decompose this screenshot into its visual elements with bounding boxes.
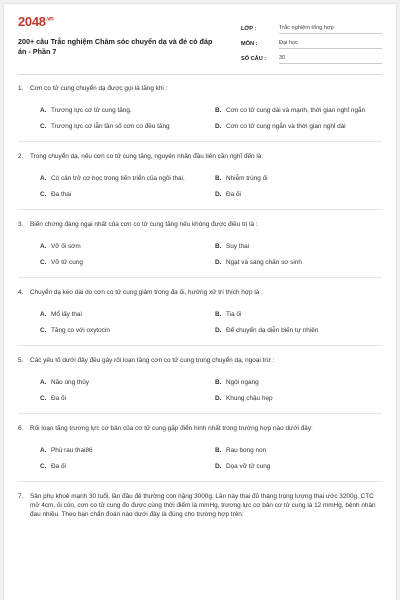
- answer-option[interactable]: [215, 458, 382, 474]
- answer-option[interactable]: [215, 390, 382, 406]
- answer-option[interactable]: [215, 306, 382, 322]
- option-letter: D.: [215, 326, 222, 334]
- option-letter: A.: [40, 242, 47, 250]
- question-text: Chuyển dạ kéo dài do cơn co tử cung giảm trong đa ối, hướng xử trí thích hợp là :: [30, 289, 263, 296]
- option-letter: C.: [40, 394, 47, 402]
- question-number: 7.: [18, 493, 24, 500]
- meta-value-question-count: 30: [279, 55, 382, 64]
- question-divider: [18, 277, 382, 278]
- question-stem: [18, 220, 382, 229]
- answer-options: [40, 238, 382, 270]
- logo-suffix-text: .vn: [45, 16, 54, 23]
- answer-option[interactable]: [40, 186, 207, 202]
- document-header: [18, 14, 382, 72]
- answer-option[interactable]: [40, 442, 207, 458]
- answer-option[interactable]: [215, 102, 382, 118]
- answer-option[interactable]: [215, 186, 382, 202]
- question-number: 1.: [18, 85, 24, 92]
- question-stem: [18, 356, 382, 365]
- document-title: 200+ câu Trắc nghiệm Chăm sóc chuyển dạ và đẻ có đáp án - Phần 7: [18, 37, 213, 56]
- option-letter: A.: [40, 378, 47, 386]
- question-item: [18, 220, 382, 270]
- answer-option[interactable]: [40, 374, 207, 390]
- answer-options: [40, 170, 382, 202]
- option-text: Ngôi ngang: [226, 378, 259, 386]
- option-text: Đa ối: [51, 462, 66, 470]
- site-logo[interactable]: [18, 14, 54, 29]
- option-text: Phù rau thai86: [51, 446, 93, 454]
- question-number: 4.: [18, 289, 24, 296]
- question-item: [18, 288, 382, 338]
- option-letter: A.: [40, 174, 47, 182]
- question-item: [18, 84, 382, 134]
- option-letter: D.: [215, 122, 222, 130]
- option-text: Đa ối: [51, 394, 66, 402]
- option-text: Vỡ tử cung: [51, 258, 83, 266]
- answer-option[interactable]: [40, 238, 207, 254]
- question-item: [18, 424, 382, 474]
- option-text: Trương lực cơ tử cung tăng.: [51, 106, 132, 114]
- question-divider: [18, 413, 382, 414]
- answer-option[interactable]: [215, 238, 382, 254]
- answer-option[interactable]: [215, 442, 382, 458]
- answer-option[interactable]: [215, 170, 382, 186]
- question-stem: [18, 288, 382, 297]
- option-text: Rau bong non: [226, 446, 267, 454]
- option-text: Tia ối: [226, 310, 242, 318]
- answer-option[interactable]: [40, 390, 207, 406]
- answer-option[interactable]: [215, 374, 382, 390]
- question-number: 3.: [18, 221, 24, 228]
- option-text: Đa ối: [226, 190, 241, 198]
- header-divider: [18, 74, 382, 75]
- question-text: Biến chứng đáng ngại nhất của cơn co tử cung tăng nếu không được điều trị là :: [30, 221, 258, 228]
- option-letter: A.: [40, 446, 47, 454]
- answer-option[interactable]: [40, 254, 207, 270]
- logo-main-text: 2048: [18, 14, 46, 29]
- question-number: 6.: [18, 425, 24, 432]
- meta-label-class: LỚP :: [241, 26, 257, 32]
- option-text: Tăng co với oxytocin: [51, 326, 110, 334]
- option-text: Trương lực cơ lẫn tần số cơn co đều tăng: [51, 122, 170, 130]
- option-letter: A.: [40, 106, 47, 114]
- document-page: [4, 4, 396, 600]
- option-letter: C.: [40, 258, 47, 266]
- question-stem: [18, 492, 382, 519]
- option-letter: B.: [215, 174, 222, 182]
- option-letter: B.: [215, 106, 222, 114]
- answer-option[interactable]: [40, 458, 207, 474]
- option-letter: B.: [215, 242, 222, 250]
- option-letter: B.: [215, 446, 222, 454]
- answer-options: [40, 374, 382, 406]
- answer-option[interactable]: [40, 170, 207, 186]
- answer-option[interactable]: [40, 306, 207, 322]
- question-text: Sản phụ khoẻ mạnh 30 tuổi, lần đầu đẻ thường con nặng 3000g. Lần này thai đủ tháng trọng lượng thai ước 3200g. CTC mở 4cm, ối còn, cơn co tử cung đo được cùng thời điểm là mmHg, trương lực cơ bản cơ tử cung là 12 mmHg, bệnh nhân đau nhiều. Theo bạn chẩn đoán nào dưới đây là đúng cho trường hợp trên:: [30, 493, 376, 518]
- question-item: [18, 356, 382, 406]
- question-item: [18, 492, 382, 519]
- question-divider: [18, 141, 382, 142]
- question-divider: [18, 345, 382, 346]
- question-stem: [18, 152, 382, 161]
- option-letter: C.: [40, 190, 47, 198]
- answer-options: [40, 306, 382, 338]
- meta-label-question-count: SỐ CÂU :: [241, 56, 267, 62]
- option-letter: B.: [215, 310, 222, 318]
- answer-option[interactable]: [215, 118, 382, 134]
- question-divider: [18, 481, 382, 482]
- meta-row-question-count: [241, 49, 382, 64]
- meta-row-subject: [241, 34, 382, 49]
- option-text: Vỡ ối sớm: [51, 242, 81, 250]
- option-text: Não úng thủy: [51, 378, 90, 386]
- meta-value-class: Trắc nghiệm tổng hợp: [279, 25, 382, 34]
- option-letter: C.: [40, 462, 47, 470]
- option-text: Cơn co tử cung dài và mạnh, thời gian nghỉ ngắn: [226, 106, 366, 114]
- question-text: Cơn co tử cung chuyển dạ được gọi là tăng khi :: [30, 85, 168, 92]
- answer-options: [40, 442, 382, 474]
- option-text: Khung chậu hẹp: [226, 394, 273, 402]
- meta-value-subject: Đại học: [279, 40, 382, 49]
- question-text: Rối loạn tăng trương lực cơ bản của cơ tử cung gặp điển hình nhất trong trường hợp nào dưới đây:: [30, 425, 313, 432]
- option-letter: C.: [40, 326, 47, 334]
- question-number: 5.: [18, 357, 24, 364]
- meta-label-subject: MÔN :: [241, 41, 258, 47]
- question-stem: [18, 84, 382, 93]
- option-text: Suy thai: [226, 242, 250, 250]
- option-text: Có cản trở cơ học trong tiến triển của ngôi thai.: [51, 174, 185, 182]
- option-letter: D.: [215, 258, 222, 266]
- option-text: Để chuyển dạ diễn biến tự nhiên: [226, 326, 319, 334]
- option-letter: A.: [40, 310, 47, 318]
- option-letter: C.: [40, 122, 47, 130]
- option-text: Đa thai: [51, 190, 72, 198]
- option-letter: D.: [215, 190, 222, 198]
- answer-option[interactable]: [215, 254, 382, 270]
- question-number: 2.: [18, 153, 24, 160]
- document-meta: [241, 19, 382, 64]
- question-stem: [18, 424, 382, 433]
- question-text: Trong chuyển dạ, nếu cơn co tử cung tăng, nguyên nhân đầu tiên cần nghĩ đến là:: [30, 153, 264, 160]
- meta-row-class: [241, 19, 382, 34]
- option-text: Ngạt và sang chấn sơ sinh: [226, 258, 302, 266]
- option-text: Mổ lấy thai: [51, 310, 82, 318]
- question-text: Các yếu tố dưới đây đều gây rối loạn tăng cơn co tử cung trong chuyển dạ, ngoại trừ :: [30, 357, 275, 364]
- answer-option[interactable]: [215, 322, 382, 338]
- answer-options: [40, 102, 382, 134]
- question-divider: [18, 209, 382, 210]
- option-letter: D.: [215, 394, 222, 402]
- answer-option[interactable]: [40, 322, 207, 338]
- answer-option[interactable]: [40, 102, 207, 118]
- question-item: [18, 152, 382, 202]
- answer-option[interactable]: [40, 118, 207, 134]
- option-text: Cơn co tử cung ngắn và thời gian nghỉ dài: [226, 122, 346, 130]
- option-text: Nhiễm trùng ối: [226, 174, 268, 182]
- option-letter: B.: [215, 378, 222, 386]
- option-text: Dọa vỡ tử cung: [226, 462, 271, 470]
- question-list: [18, 84, 382, 519]
- option-letter: D.: [215, 462, 222, 470]
